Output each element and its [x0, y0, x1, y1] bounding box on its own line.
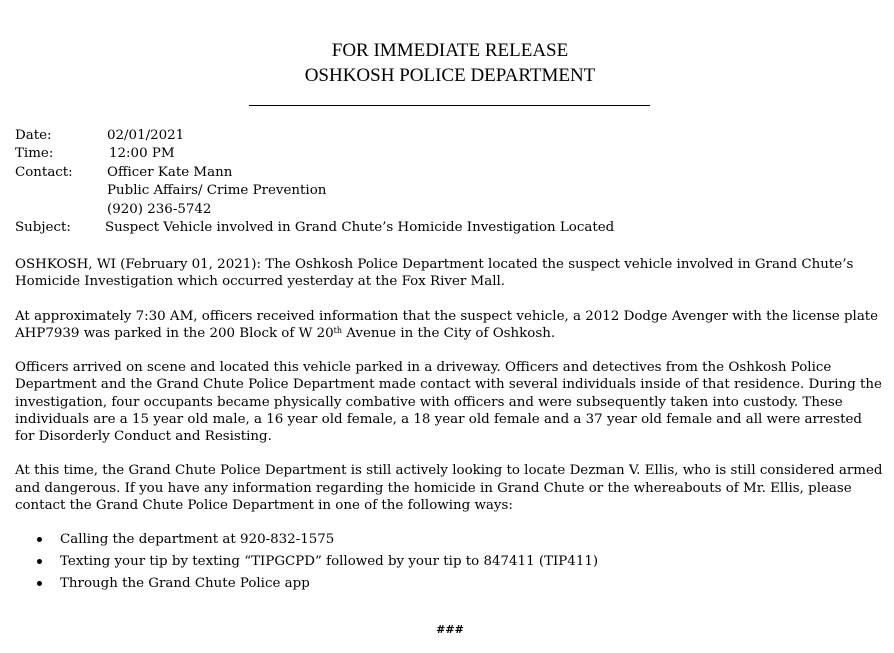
- ordinal-suffix: th: [333, 325, 343, 335]
- contact-name: Officer Kate Mann: [107, 164, 233, 180]
- bullet-icon: [37, 559, 42, 564]
- time-label: Time:: [15, 146, 54, 162]
- bullet-icon: [37, 581, 42, 586]
- list-item-text: Through the Grand Chute Police app: [60, 575, 310, 591]
- header-divider: [249, 105, 650, 106]
- list-item-text: Texting your tip by texting “TIPGCPD” followed by your tip to 847411 (TIP411): [60, 553, 599, 569]
- paragraph-arrests: Officers arrived on scene and located this vehicle parked in a driveway. Officers and detectives from the Oshkosh Police Department and the Grand Chute Police Department made contact with several individuals inside of that residence. During the investigation, four occupants became physically combative with officers and were subsequently taken into custody. These individuals are a 15 year old male, a 16 year old female, a 18 year old female and a 37 year old female and all were arrested for Disorderly Conduct and Resisting.: [15, 360, 882, 444]
- subject-label: Subject:: [15, 219, 71, 235]
- date-label: Date:: [15, 128, 52, 143]
- paragraph-vehicle: [15, 308, 885, 342]
- paragraph-vehicle-text: At approximately 7:30 AM, officers received information that the suspect vehicle, a 2012 Dodge Avenger with the license plate AHP7939 was parked in the 200 Block of W 20: [15, 308, 879, 341]
- release-body: [15, 256, 885, 531]
- release-header: [0, 38, 894, 88]
- subject-value: Suspect Vehicle involved in Grand Chute’s Homicide Investigation Located: [105, 219, 615, 235]
- release-type: FOR IMMEDIATE RELEASE: [331, 40, 569, 61]
- end-mark: ###: [436, 623, 464, 636]
- paragraph-intro: OSHKOSH, WI (February 01, 2021): The Oshkosh Police Department located the suspect vehicle involved in Grand Chute’s Homicide Investigation which occurred yesterday at the Fox River Mall.: [15, 257, 854, 290]
- contact-department: Public Affairs/ Crime Prevention: [107, 183, 327, 199]
- contact-label: Contact:: [15, 164, 73, 180]
- date-value: 02/01/2021: [107, 128, 185, 143]
- department-name: OSHKOSH POLICE DEPARTMENT: [304, 65, 596, 86]
- paragraph-vehicle-text-end: Avenue in the City of Oshkosh.: [342, 325, 556, 341]
- list-item-text: Calling the department at 920-832-1575: [60, 532, 335, 547]
- paragraph-search: At this time, the Grand Chute Police Department is still actively looking to locate Dezman V. Ellis, who is still considered armed and dangerous. If you have any information regarding the homicide in Grand Chute or the whereabouts of Mr. Ellis, please contact the Grand Chute Police Department in one of the following ways:: [15, 463, 883, 513]
- bullet-icon: [37, 537, 42, 542]
- contact-phone: (920) 236-5742: [107, 201, 212, 217]
- time-value: 12:00 PM: [109, 146, 175, 162]
